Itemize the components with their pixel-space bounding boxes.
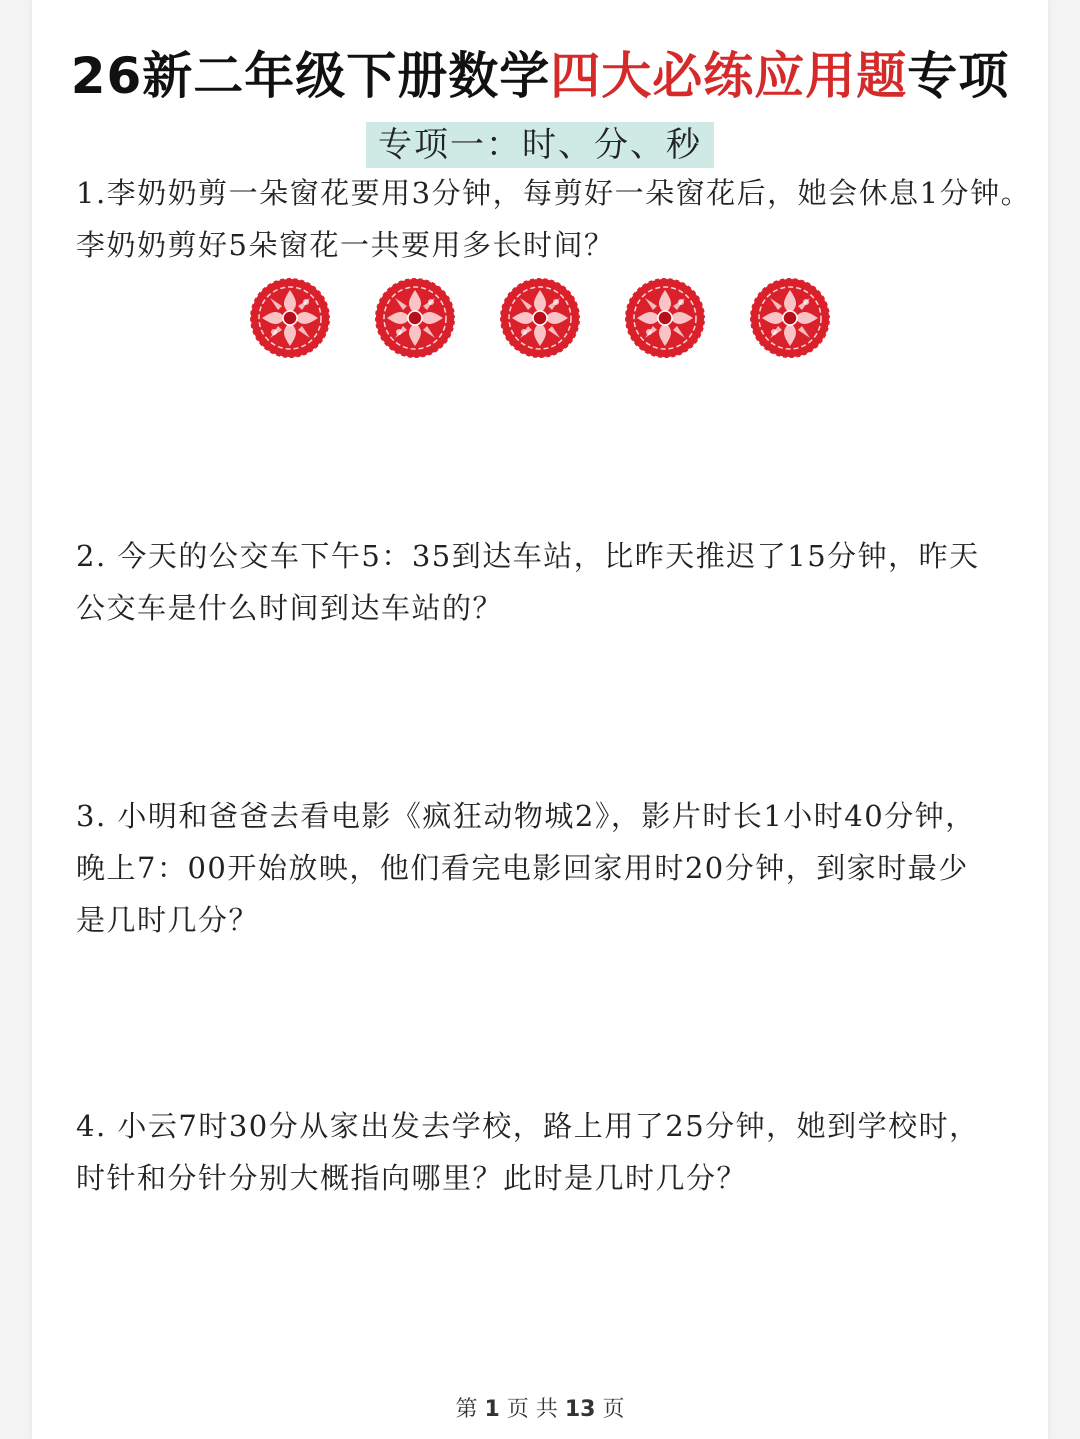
question-line: 时针和分针分别大概指向哪里？此时是几时几分？ bbox=[76, 1161, 748, 1195]
question-3 bbox=[76, 790, 1006, 946]
footer-mid: 页 共 bbox=[506, 1397, 558, 1422]
paper-cut-flowers bbox=[248, 276, 832, 360]
title-accent: 四大必练应用题 bbox=[550, 47, 908, 105]
footer-page-number: 1 bbox=[484, 1397, 500, 1422]
question-line: 公交车是什么时间到达车站的？ bbox=[76, 591, 504, 625]
question-4 bbox=[76, 1100, 1006, 1204]
title-suffix: 专项 bbox=[907, 47, 1010, 105]
question-2 bbox=[76, 530, 1006, 634]
title-prefix: 26新二年级下册数学 bbox=[70, 47, 551, 105]
footer-suffix: 页 bbox=[602, 1397, 625, 1422]
paper-cut-flower-icon bbox=[373, 276, 457, 360]
question-line: 3. 小明和爸爸去看电影《疯狂动物城2》，影片时长1小时40分钟， bbox=[76, 799, 976, 833]
footer-prefix: 第 bbox=[455, 1397, 478, 1422]
question-line: 李奶奶剪好5朵窗花一共要用多长时间？ bbox=[76, 228, 615, 262]
question-line: 是几时几分？ bbox=[76, 903, 260, 937]
page-footer bbox=[0, 1392, 1080, 1423]
page-title bbox=[0, 36, 1080, 108]
question-line: 1.李奶奶剪一朵窗花要用3分钟，每剪好一朵窗花后，她会休息1分钟。 bbox=[76, 176, 1032, 210]
footer-total-pages: 13 bbox=[564, 1397, 596, 1422]
question-line: 2. 今天的公交车下午5：35到达车站，比昨天推迟了15分钟，昨天 bbox=[76, 539, 980, 573]
paper-cut-flower-icon bbox=[498, 276, 582, 360]
question-line: 晚上7：00开始放映，他们看完电影回家用时20分钟，到家时最少 bbox=[76, 851, 969, 885]
section-banner: 专项一：时、分、秒 bbox=[366, 122, 714, 168]
paper-cut-flower-icon bbox=[248, 276, 332, 360]
question-1 bbox=[76, 167, 1032, 271]
question-line: 4. 小云7时30分从家出发去学校，路上用了25分钟，她到学校时， bbox=[76, 1109, 980, 1143]
paper-cut-flower-icon bbox=[623, 276, 707, 360]
paper-cut-flower-icon bbox=[748, 276, 832, 360]
